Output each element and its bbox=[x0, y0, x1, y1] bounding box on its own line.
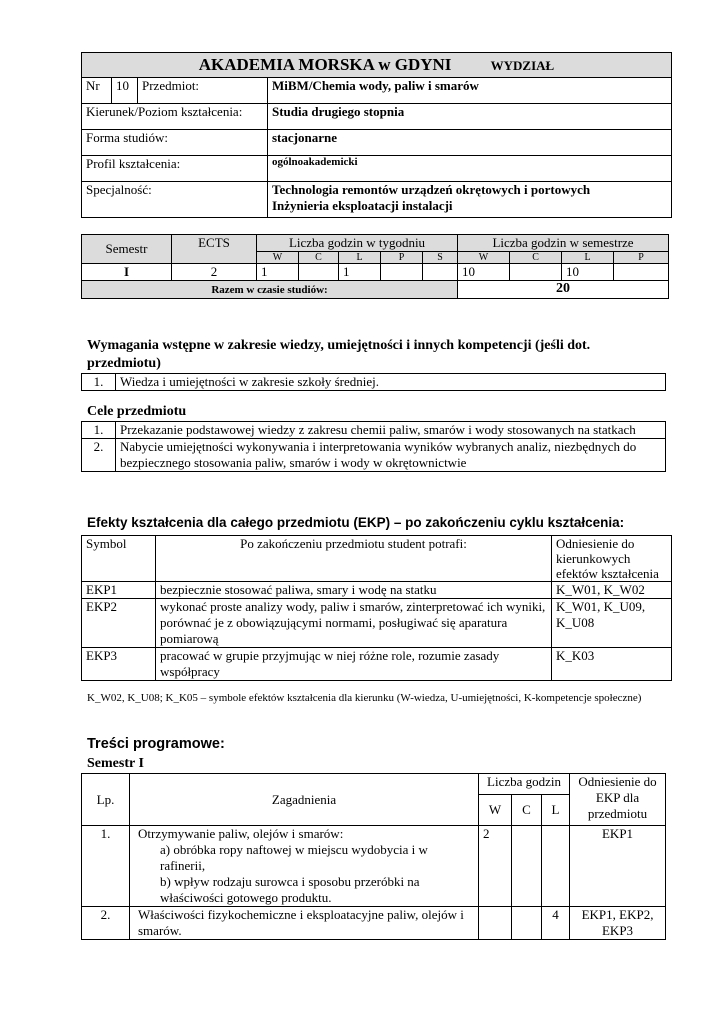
subject-label: Przedmiot: bbox=[138, 78, 268, 104]
hours-table bbox=[81, 234, 669, 299]
nr-label: Nr bbox=[82, 78, 112, 104]
col-symbol: Symbol bbox=[82, 536, 156, 582]
col-topics: Zagadnienia bbox=[130, 774, 479, 826]
goals-title: Cele przedmiotu bbox=[87, 404, 187, 419]
table-row: 2. Właściwości fizykochemiczne i eksploatacyjne paliw, olejów i smarów. 4 EKP1, EKP2, EKP3 bbox=[82, 907, 666, 940]
header-table bbox=[81, 52, 672, 218]
table-row: EKP3 pracować w grupie przyjmując w niej różne role, rozumie zasady współpracy K_K03 bbox=[82, 648, 672, 681]
subject-value: MiBM/Chemia wody, paliw i smarów bbox=[268, 78, 672, 104]
spec-label: Specjalność: bbox=[82, 182, 268, 218]
semester-value-cell: 10 bbox=[458, 264, 510, 281]
semester-value: I bbox=[82, 264, 172, 281]
weekly-value bbox=[381, 264, 423, 281]
profile-value: ogólnoakademicki bbox=[268, 156, 672, 182]
weekly-value: 1 bbox=[257, 264, 299, 281]
semester-col: L bbox=[562, 252, 614, 264]
ekp-title: Efekty kształcenia dla całego przedmiotu (EKP) – po zakończeniu cyklu kształcenia: bbox=[87, 515, 625, 530]
profile-label: Profil kształcenia: bbox=[82, 156, 268, 182]
hour-col: L bbox=[542, 795, 570, 826]
semester-value-cell bbox=[614, 264, 669, 281]
weekly-col: W bbox=[257, 252, 299, 264]
weekly-col: C bbox=[299, 252, 339, 264]
semester-col: P bbox=[614, 252, 669, 264]
academy-title: AKADEMIA MORSKA w GDYNI bbox=[198, 55, 452, 74]
semester-col: C bbox=[510, 252, 562, 264]
hour-col: C bbox=[512, 795, 542, 826]
semester-col: W bbox=[458, 252, 510, 264]
ects-header: ECTS bbox=[172, 235, 257, 264]
program-table bbox=[81, 773, 666, 940]
prereq-title: Wymagania wstępne w zakresie wiedzy, umiejętności i innych kompetencji (jeśli dot. przedmiotu) bbox=[87, 338, 591, 371]
program-semester: Semestr I bbox=[87, 756, 144, 771]
total-label: Razem w czasie studiów: bbox=[82, 281, 458, 299]
program-title: Treści programowe: bbox=[87, 736, 225, 752]
semester-header: Semestr bbox=[82, 235, 172, 264]
ekp-footnote: K_W02, K_U08; K_K05 – symbole efektów kształcenia dla kierunku (W-wiedza, U-umiejętności, K-kompetencje społeczne) bbox=[87, 692, 642, 704]
semester-value-cell: 10 bbox=[562, 264, 614, 281]
table-row: EKP2 wykonać proste analizy wody, paliw i smarów, zinterpretować ich wyniki, porównać je z obowiązującymi normami, posługiwać się aparatura pomiarową K_W01, K_U09, K_U08 bbox=[82, 599, 672, 648]
goals-table bbox=[81, 421, 666, 472]
total-value: 20 bbox=[458, 281, 669, 299]
ects-value: 2 bbox=[172, 264, 257, 281]
nr-value: 10 bbox=[112, 78, 138, 104]
col-lp: Lp. bbox=[82, 774, 130, 826]
list-item: 1. Wiedza i umiejętności w zakresie szkoły średniej. bbox=[82, 374, 666, 391]
form-value: stacjonarne bbox=[268, 130, 672, 156]
col-hours: Liczba godzin bbox=[479, 774, 570, 795]
semester-hours-header: Liczba godzin w semestrze bbox=[458, 235, 669, 252]
ekp-table bbox=[81, 535, 672, 681]
weekly-col: L bbox=[339, 252, 381, 264]
form-label: Forma studiów: bbox=[82, 130, 268, 156]
table-row: 1. Otrzymywanie paliw, olejów i smarów: a) obróbka ropy naftowej w miejscu wydobycia i w rafinerii, b) wpływ rodzaju surowca i sposobu przeróbki na właściwości gotowego produktu. 2 EKP1 bbox=[82, 826, 666, 907]
table-row: EKP1 bezpiecznie stosować paliwa, smary i wodę na statku K_W01, K_W02 bbox=[82, 582, 672, 599]
col-ref: Odniesienie do kierunkowych efektów kształcenia bbox=[552, 536, 672, 582]
weekly-header: Liczba godzin w tygodniu bbox=[257, 235, 458, 252]
semester-value-cell bbox=[510, 264, 562, 281]
list-item: 1. Przekazanie podstawowej wiedzy z zakresu chemii paliw, smarów i wody stosowanych na statkach bbox=[82, 422, 666, 439]
prereq-table bbox=[81, 373, 666, 391]
weekly-value bbox=[299, 264, 339, 281]
col-desc: Po zakończeniu przedmiotu student potrafi: bbox=[156, 536, 552, 582]
list-item: 2. Nabycie umiejętności wykonywania i interpretowania wyników wybranych analiz, niezbędnych do bezpiecznego stosowania paliw, smarów i wody w okrętownictwie bbox=[82, 439, 666, 472]
weekly-value: 1 bbox=[339, 264, 381, 281]
col-ekp-ref: Odniesienie do EKP dla przedmiotu bbox=[570, 774, 666, 826]
weekly-col: P bbox=[381, 252, 423, 264]
weekly-value bbox=[423, 264, 458, 281]
faculty-label: WYDZIAŁ bbox=[490, 58, 555, 73]
hour-col: W bbox=[479, 795, 512, 826]
weekly-col: S bbox=[423, 252, 458, 264]
direction-label: Kierunek/Poziom kształcenia: bbox=[82, 104, 268, 130]
direction-value: Studia drugiego stopnia bbox=[268, 104, 672, 130]
spec-value: Technologia remontów urządzeń okrętowych i portowych Inżynieria eksploatacji instalacji bbox=[268, 182, 672, 218]
